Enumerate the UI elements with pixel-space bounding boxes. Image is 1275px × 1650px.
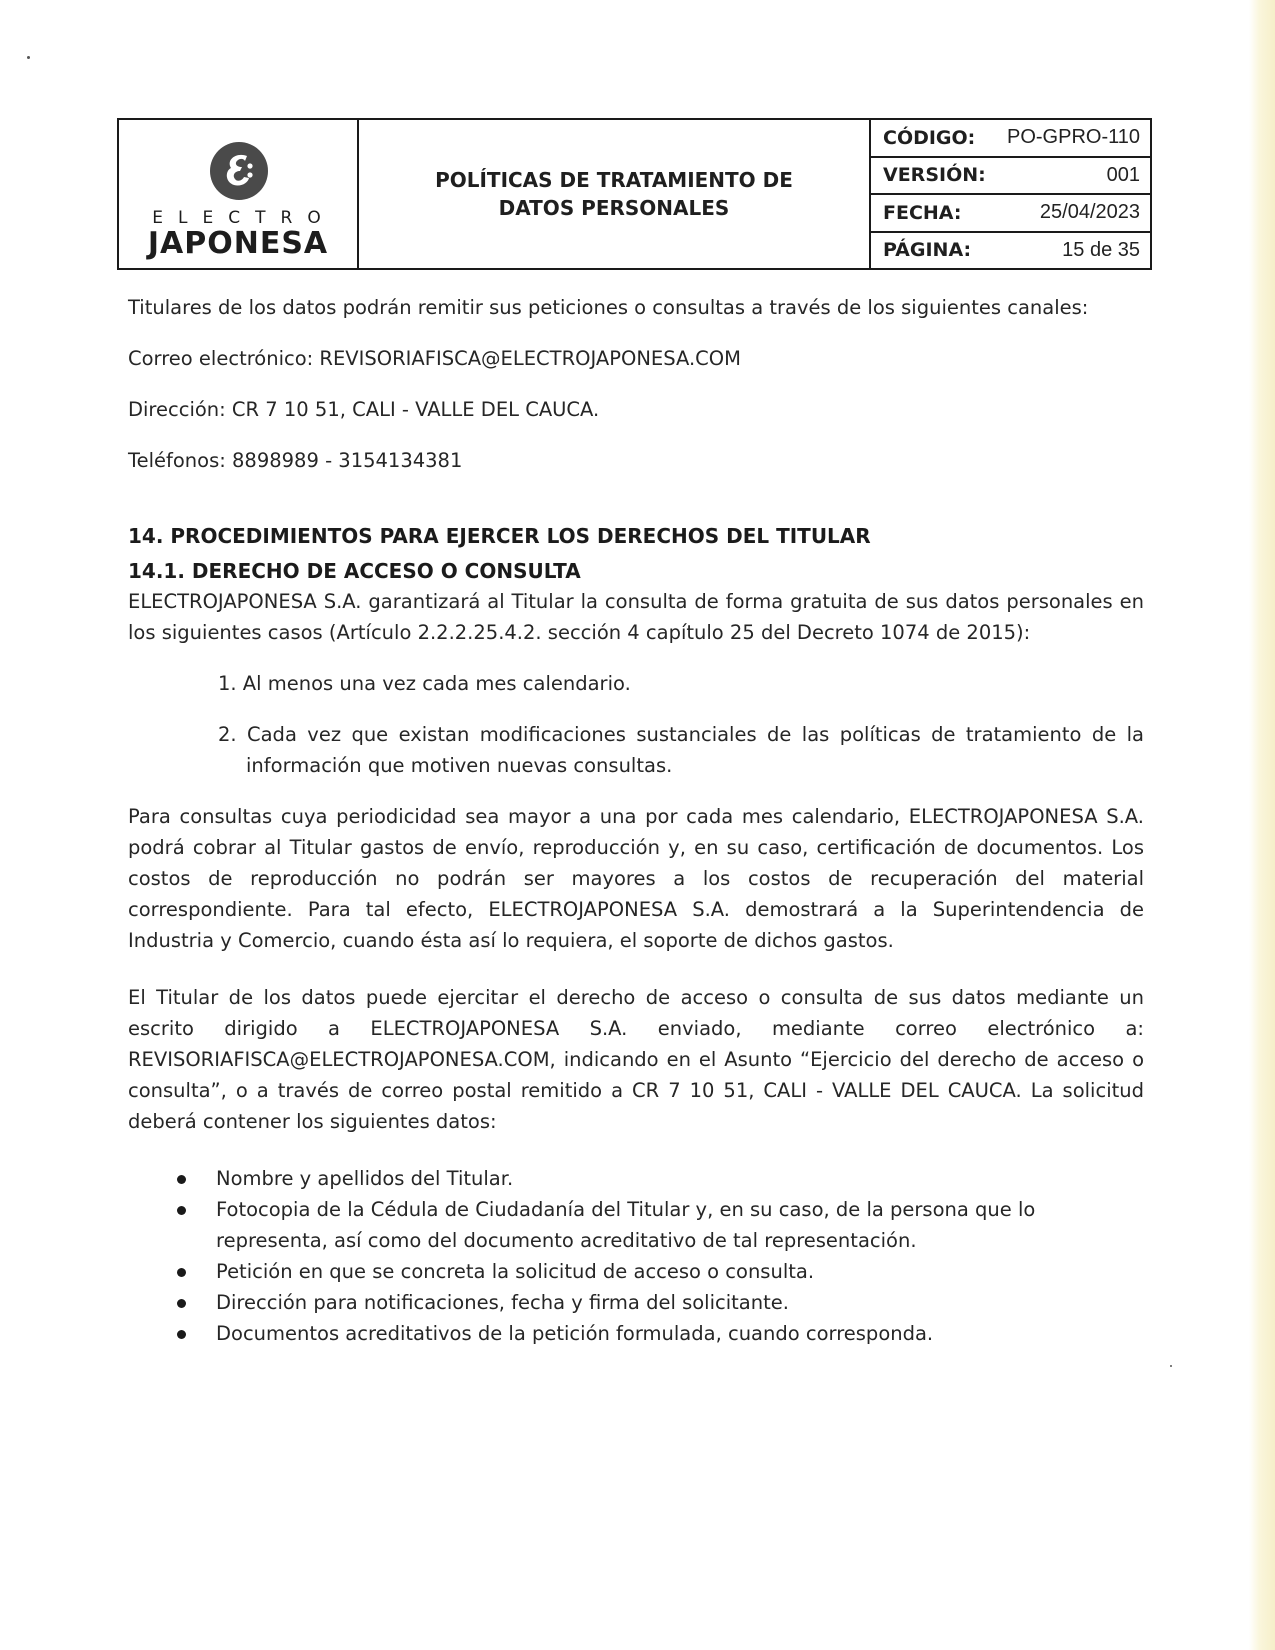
scan-edge [1249,0,1275,1650]
list-item: 1. Al menos una vez cada mes calendario. [218,672,631,695]
bullet-icon [177,1206,186,1215]
meta-label: CÓDIGO: [883,126,976,149]
list-item [128,1256,1144,1287]
meta-row-date [871,195,1150,233]
bullet-icon [177,1299,186,1308]
meta-label: VERSIÓN: [883,164,986,187]
document-body [128,292,1144,1349]
list-item [128,1194,1144,1256]
subsection-heading: 14.1. DERECHO DE ACCESO O CONSULTA [128,559,581,583]
logo-wordmark-top: ELECTRO [152,208,336,228]
email-line: Correo electrónico: REVISORIAFISCA@ELECTROJAPONESA.COM [128,347,741,370]
meta-row-page [871,233,1150,269]
list-item [128,1163,1144,1194]
meta-row-code [871,120,1150,158]
meta-label: FECHA: [883,201,962,224]
list-item [128,1318,1144,1349]
metadata-cell [871,120,1150,268]
meta-value: 001 [1106,163,1140,186]
channels-intro: Titulares de los datos podrán remitir sus peticiones o consultas a través de los siguientes canales: [128,296,1089,319]
document-header [117,118,1152,270]
logo-wordmark-bottom: JAPONESA [147,226,329,261]
document-title: POLÍTICAS DE TRATAMIENTO DE DATOS PERSONALES [435,168,793,220]
bullet-icon [177,1175,186,1184]
list-item-text: Petición en que se concreta la solicitud de acceso o consulta. [216,1260,815,1283]
meta-value: PO-GPRO-110 [1007,126,1140,149]
scan-speck [1170,1365,1172,1367]
meta-value: 15 de 35 [1062,238,1140,261]
cases-list [128,668,1144,781]
list-item [128,1287,1144,1318]
address-line: Dirección: CR 7 10 51, CALI - VALLE DEL CAUCA. [128,398,600,421]
title-cell [359,120,871,268]
list-item-text: Fotocopia de la Cédula de Ciudadanía del Titular y, en su caso, de la persona que lo representa, así como del documento acreditativo de tal representación. [216,1198,1036,1252]
company-logo-icon [210,142,268,200]
access-paragraph: ELECTROJAPONESA S.A. garantizará al Titular la consulta de forma gratuita de sus datos personales en los siguientes casos (Artículo 2.2.2.25.4.2. sección 4 capítulo 25 del Decreto 1074 de 2015): [128,590,1144,644]
logo-cell [119,120,359,268]
meta-row-version [871,158,1150,196]
bullet-icon [177,1330,186,1339]
phones-line: Teléfonos: 8898989 - 3154134381 [128,449,463,472]
section-heading: 14. PROCEDIMIENTOS PARA EJERCER LOS DERECHOS DEL TITULAR [128,524,871,548]
requirements-list [128,1163,1144,1349]
fees-paragraph: Para consultas cuya periodicidad sea mayor a una por cada mes calendario, ELECTROJAPONESA S.A. podrá cobrar al Titular gastos de envío, reproducción y, en su caso, certificación de documentos. Los costos de reproducción no podrán ser mayores a los costos de recuperación del material correspondiente. Para tal efecto, ELECTROJAPONESA S.A. demostrará a la Superintendencia de Industria y Comercio, cuando ésta así lo requiera, el soporte de dichos gastos. [128,805,1144,952]
list-item-text: Nombre y apellidos del Titular. [216,1167,514,1190]
list-item: 2. Cada vez que existan modificaciones sustanciales de las políticas de tratamiento de la información que motiven nuevas consultas. [218,723,1144,777]
list-item-text: Documentos acreditativos de la petición formulada, cuando corresponda. [216,1322,934,1345]
list-item-text: Dirección para notificaciones, fecha y firma del solicitante. [216,1291,789,1314]
request-paragraph: El Titular de los datos puede ejercitar el derecho de acceso o consulta de sus datos mediante un escrito dirigido a ELECTROJAPONESA S.A. enviado, mediante correo electrónico a: REVISORIAFISCA@ELECTROJAPONESA.COM, indicando en el Asunto “Ejercicio del derecho de acceso o consulta”, o a través de correo postal remitido a CR 7 10 51, CALI - VALLE DEL CAUCA. La solicitud deberá contener los siguientes datos: [128,986,1144,1133]
scan-speck [27,56,30,59]
meta-value: 25/04/2023 [1039,201,1140,224]
meta-label: PÁGINA: [883,239,972,262]
bullet-icon [177,1268,186,1277]
